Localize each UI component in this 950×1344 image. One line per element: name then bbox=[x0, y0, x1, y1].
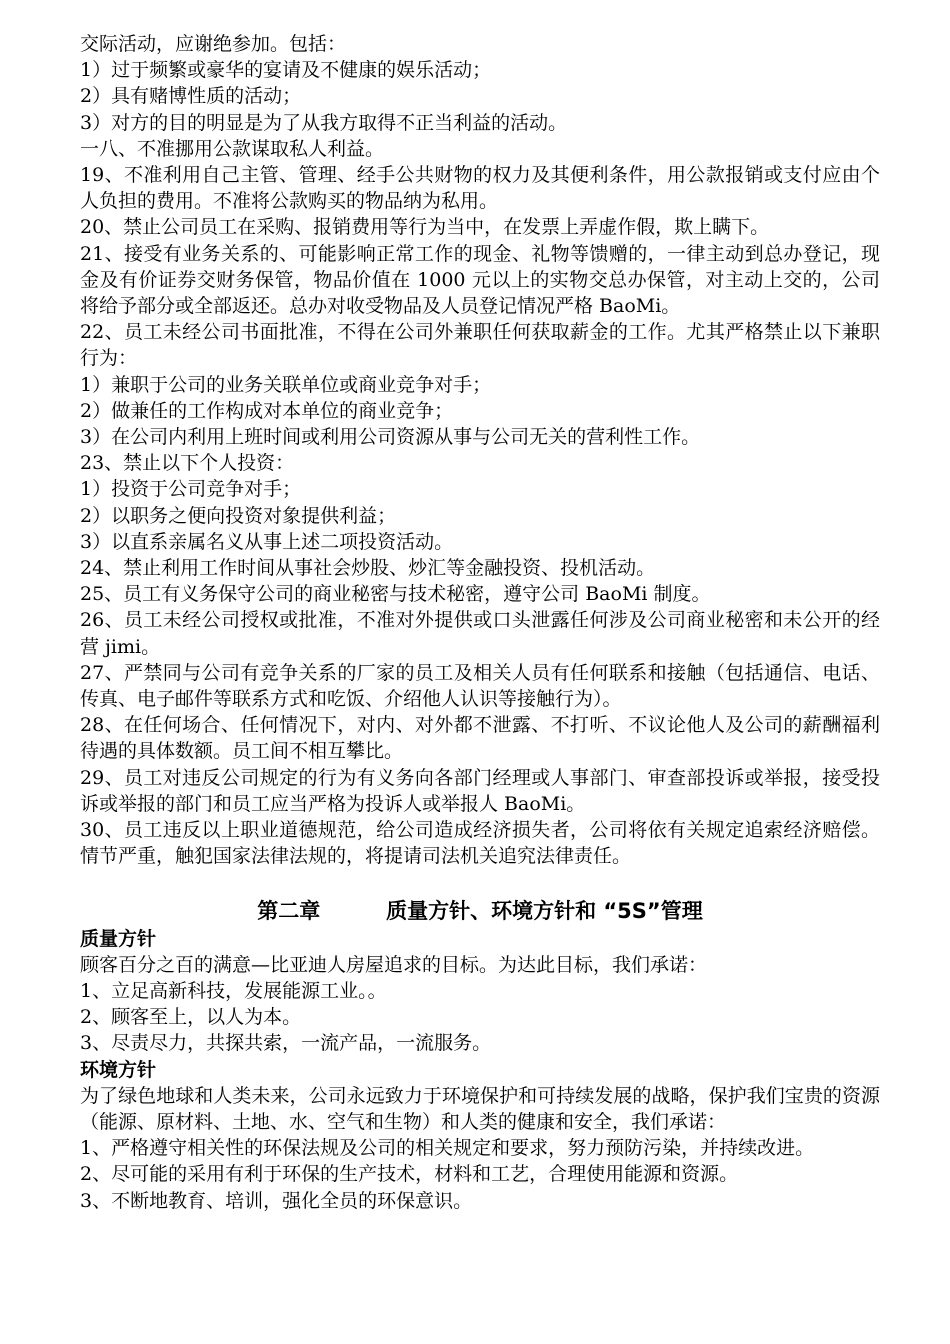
quality-policy-heading: 质量方针 bbox=[80, 927, 157, 950]
rule-item: 26、员工未经公司授权或批准，不准对外提供或口头泄露任何涉及公司商业秘密和未公开的经营 jimi。 bbox=[80, 609, 880, 658]
paragraph: 顾客百分之百的满意—比亚迪人房屋追求的目标。为达此目标，我们承诺： bbox=[80, 953, 708, 976]
list-item: 2、尽可能的采用有利于环保的生产技术，材料和工艺，合理使用能源和资源。 bbox=[80, 1163, 739, 1186]
environment-policy-section bbox=[80, 1057, 880, 1214]
conduct-rules-section bbox=[80, 31, 880, 870]
list-item: 3、尽责尽力，共探共索，一流产品，一流服务。 bbox=[80, 1032, 492, 1055]
rule-item: 19、不准利用自己主管、管理、经手公共财物的权力及其便利条件，用公款报销或支付应由个人负担的费用。不准将公款购买的物品纳为私用。 bbox=[80, 164, 880, 213]
rule-item: 25、员工有义务保守公司的商业秘密与技术秘密，遵守公司 BaoMi 制度。 bbox=[80, 583, 711, 606]
list-item: 1）投资于公司竞争对手； bbox=[80, 478, 302, 501]
list-item: 1）过于频繁或豪华的宴请及不健康的娱乐活动； bbox=[80, 59, 492, 82]
rule-item: 23、禁止以下个人投资： bbox=[80, 452, 295, 475]
rule-item: 30、员工违反以上职业道德规范，给公司造成经济损失者，公司将依有关规定追索经济赔偿。情节严重，触犯国家法律法规的，将提请司法机关追究法律责任。 bbox=[80, 819, 880, 868]
list-item: 1）兼职于公司的业务关联单位或商业竞争对手； bbox=[80, 373, 492, 396]
list-item: 3）在公司内利用上班时间或利用公司资源从事与公司无关的营利性工作。 bbox=[80, 426, 701, 449]
list-item: 2）以职务之便向投资对象提供利益； bbox=[80, 504, 397, 527]
list-item: 3）以直系亲属名义从事上述二项投资活动。 bbox=[80, 530, 454, 553]
rule-item: 29、员工对违反公司规定的行为有义务向各部门经理或人事部门、审查部投诉或举报，接受投诉或举报的部门和员工应当严格为投诉人或举报人 BaoMi。 bbox=[80, 766, 880, 815]
list-item: 3、不断地教育、培训，强化全员的环保意识。 bbox=[80, 1189, 473, 1212]
chapter-title: 第二章 质量方针、环境方针和 “5S”管理 bbox=[257, 898, 703, 923]
rule-item: 20、禁止公司员工在采购、报销费用等行为当中，在发票上弄虚作假，欺上瞒下。 bbox=[80, 216, 770, 239]
paragraph: 交际活动，应谢绝参加。包括： bbox=[80, 33, 347, 55]
list-item: 1、严格遵守相关性的环保法规及公司的相关规定和要求，努力预防污染，并持续改进。 bbox=[80, 1137, 815, 1160]
environment-policy-heading: 环境方针 bbox=[80, 1058, 157, 1081]
list-item: 3）对方的目的明显是为了从我方取得不正当利益的活动。 bbox=[80, 111, 568, 134]
list-item: 2、顾客至上，以人为本。 bbox=[80, 1006, 302, 1029]
list-item: 2）做兼任的工作构成对本单位的商业竞争； bbox=[80, 399, 454, 422]
rule-item: 22、员工未经公司书面批准，不得在公司外兼职任何获取薪金的工作。尤其严格禁止以下兼职行为： bbox=[80, 321, 880, 370]
quality-policy-section bbox=[80, 926, 880, 1057]
rule-item: 28、在任何场合、任何情况下，对内、对外都不泄露、不打听、不议论他人及公司的薪酬福利待遇的具体数额。员工间不相互攀比。 bbox=[80, 714, 880, 763]
list-item: 2）具有赌博性质的活动； bbox=[80, 85, 302, 108]
rule-item: 27、严禁同与公司有竞争关系的厂家的员工及相关人员有任何联系和接触（包括通信、电话、传真、电子邮件等联系方式和吃饭、介绍他人认识等接触行为）。 bbox=[80, 661, 880, 711]
paragraph: 为了绿色地球和人类未来，公司永远致力于环境保护和可持续发展的战略，保护我们宝贵的资源（能源、原材料、土地、水、空气和生物）和人类的健康和安全，我们承诺： bbox=[80, 1084, 880, 1133]
rule-item: 21、接受有业务关系的、可能影响正常工作的现金、礼物等馈赠的，一律主动到总办登记，现金及有价证券交财务保管，物品价值在 1000 元以上的实物交总办保管，对主动上交的，公司将给予部分或全部返还。总办对收受物品及人员登记情况严格 BaoMi。 bbox=[80, 242, 880, 318]
rule-item: 一八、不准挪用公款谋取私人利益。 bbox=[80, 137, 385, 160]
list-item: 1、立足高新科技，发展能源工业。。 bbox=[80, 979, 387, 1002]
rule-item: 24、禁止利用工作时间从事社会炒股、炒汇等金融投资、投机活动。 bbox=[80, 557, 656, 580]
